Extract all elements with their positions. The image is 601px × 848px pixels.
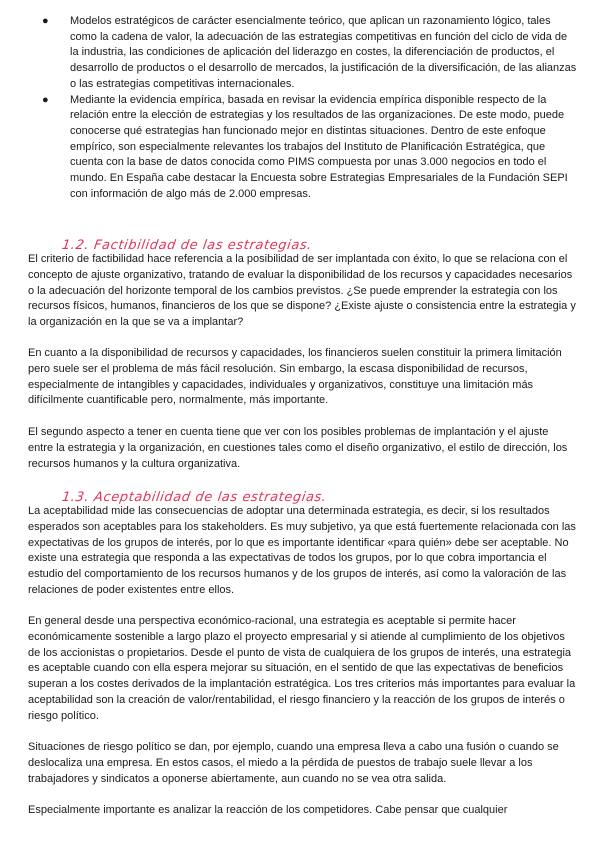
- paragraph: Especialmente importante es analizar la reacción de los competidores. Cabe pensar que cualquier: [28, 804, 508, 816]
- paragraph: La aceptabilidad mide las consecuencias de adoptar una determinada estrategia, es decir, si los resultados esperados son aceptables para los stakeholders. Es muy subjetivo, ya que está fuertemente relacionada con las expectativas de los grupos de interés, por lo que es importante identificar «para quién» debe ser aceptable. No existe una estrategia que responda a las expectativas de todos los grupos, por lo que cobra importancia el estudio del comportamiento de los recursos humanos y de los grupos de interés, así como la valoración de las relaciones de poder existentes entre ellos.: [28, 505, 576, 596]
- heading-factibilidad: 1.2. Factibilidad de las estrategias.: [60, 238, 314, 253]
- paragraph: En cuanto a la disponibilidad de recursos y capacidades, los financieros suelen constituir la primera limitación pero suele ser el problema de más fácil resolución. Sin embargo, la escasa disponibilidad de recursos, especialmente de intangibles y capacidades, individuales y organizativos, constituye una limitación más difícilmente cuantificable pero, normalmente, más importante.: [28, 347, 562, 407]
- bullet-text: Modelos estratégicos de carácter esencialmente teórico, que aplican un razonamiento lógico, tales como la cadena de valor, la adecuación de las estrategias competitivas en función del ciclo de vida de la industria, las condiciones de aplicación del liderazgo en costes, la diferenciación de productos, el desarrollo de productos o el desarrollo de mercados, la justificación de la diversificación, de las alianzas o las estrategias competitivas internacionales.: [70, 15, 577, 90]
- paragraph: En general desde una perspectiva económico-racional, una estrategia es aceptable si permite hacer económicamente sostenible a largo plazo el proyecto empresarial y si atiende al cumplimiento de los objetivos de los accionistas o propietarios. Desde el punto de vista de cualquiera de los grupos de interés, una estrategia es aceptable cuando con ella espera mejorar su situación, en el sentido de que las expectativas de beneficios superan a los costes derivados de la implantación estratégica. Los tres criterios más importantes para evaluar la aceptabilidad son la creación de valor/rentabilidad, el riesgo financiero y la reacción de los grupos de interés o riesgo político.: [28, 615, 576, 722]
- heading-aceptabilidad: 1.3. Aceptabilidad de las estrategias.: [60, 490, 328, 505]
- bullet-dot-icon: ●: [42, 93, 49, 106]
- bullet-item: [38, 14, 578, 93]
- bullet-dot-icon: ●: [42, 15, 49, 27]
- bullet-item: [38, 93, 578, 203]
- bullet-text: Mediante la evidencia empírica, basada en revisar la evidencia empírica disponible respecto de la relación entre la elección de estrategias y los resultados de las organizaciones. De este modo, puede conocerse qué estrategias han funcionado mejor en distintas situaciones. Dentro de este enfoque empírico, son especialmente relevantes los trabajos del Instituto de Planificación Estratégica, que cuenta con la base de datos conocida como PIMS compuesta por unas 3.000 negocios en todo el mundo. En España cabe destacar la Encuesta sobre Estrategias Empresariales de la Fundación SEPI con información de algo más de 2.000 empresas.: [70, 93, 568, 200]
- paragraph: Situaciones de riesgo político se dan, por ejemplo, cuando una empresa lleva a cabo una fusión o cuando se deslocaliza una empresa. En estos casos, el miedo a la pérdida de puestos de trabajo suele llevar a los trabajadores y sindicatos a oponerse abiertamente, aun cuando no se vea otra salida.: [28, 741, 559, 785]
- bullet-list: [38, 14, 578, 202]
- paragraph: El segundo aspecto a tener en cuenta tiene que ver con los posibles problemas de implantación y el ajuste entre la estrategia y la organización, en cuestiones tales como el diseño organizativo, el estilo de dirección, los recursos humanos y la cultura organizativa.: [28, 426, 568, 470]
- paragraph: El criterio de factibilidad hace referencia a la posibilidad de ser implantada con éxito, lo que se relaciona con el concepto de ajuste organizativo, tratando de evaluar la disponibilidad de los recursos y capacidades necesarios o la adecuación del horizonte temporal de los cambios previstos. ¿Se puede emprender la estrategia con los recursos físicos, humanos, financieros de los que se dispone? ¿Existe ajuste o consistencia entre la estrategia y la organización en la que se va a implantar?: [28, 253, 576, 329]
